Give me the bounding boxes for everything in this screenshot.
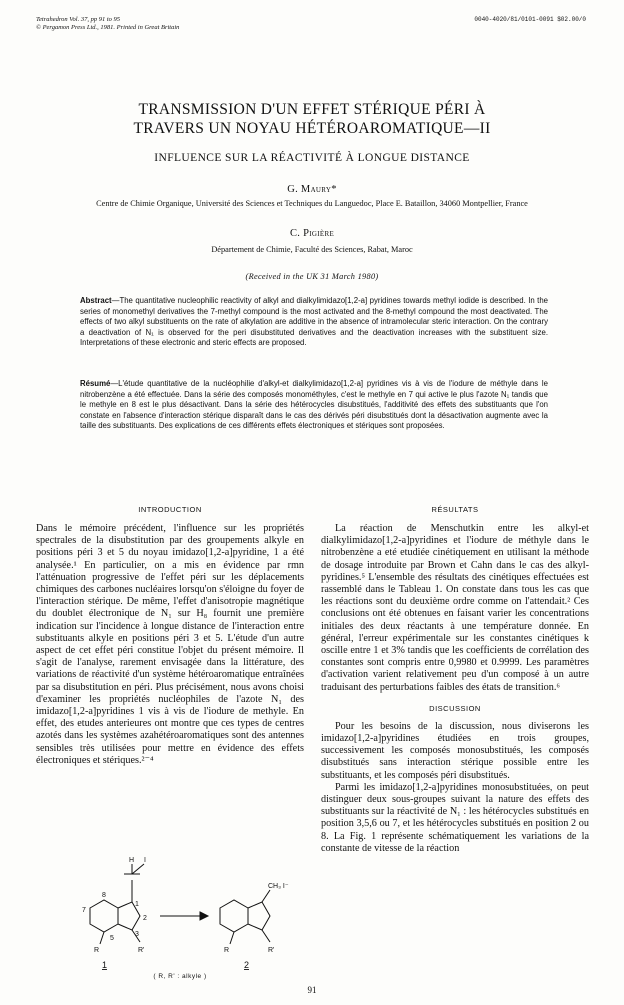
article-title [40, 100, 584, 138]
abstract [80, 296, 548, 349]
i-label: I [144, 857, 146, 864]
resultats-text: La réaction de Menschutkin entre les alkyl-et dialkylimidazo[1,2-a]pyridines et l'iodure de méthyle dans le nitrobenzène a eté etudiée cinétiquement en utilisant la méthode de dosage introduite par Brown et Cahn dans le cas des alkyl-pyridines.⁵ L'ensemble des résultats des cinétiques effectuées est rassemblé dans le Tableau 1. On constate dans tous les cas que les réactions sont du deuxième ordre comme on l'attendait.² Ces conclusions ont été obtenues en faisant varier les concentrations initiales des deux réactants à une température donnée. En général, l'erreur expérimentale sur les constantes cinétiques k oscille entre 1 et 3% tandis que les coefficients de corrélation des constantes sont compris entre 0,9980 et 0.9999. Les paramètres d'activation varient relativement peu d'un composé à un autre traduisant des perturbations faibles des états de transition.⁶ [321, 523, 589, 693]
compound-2-label: 2 [244, 960, 250, 970]
abstract-text: —The quantitative nucleophilic reactivity of alkyl and dialkylimidazo[1,2-a] pyridines towards methyl iodide is described. In the series of monomethyl derivatives the 7-methyl compound is the most activated and the 8-methyl compound the most deactivated. The effects of two alkyl substituents on the rate of alkylation are additive in the absence of intramolecular steric interaction. On the contrary a deactivation of N₁ is observed for the peri disubstituted derivatives and the deactivation increases with the substituent size. Interpretations of these electronic and steric effects are proposed. [80, 296, 548, 348]
resume [80, 379, 548, 432]
introduction-heading: INTRODUCTION [138, 505, 202, 514]
atom-8: 8 [102, 892, 106, 899]
publisher-line: © Pergamon Press Ltd., 1981. Printed in Great Britain [36, 24, 180, 31]
atom-1: 1 [135, 901, 139, 908]
introduction-text: Dans le mémoire précédent, l'influence sur les propriétés spectrales de la disubstitution par des groupements alkyle en positions péri 3 et 5 du noyau imidazo[1,2-a]pyridine, 1 a été analysée.¹ En particulier, on a mis en évidence par rmn l'atténuation progressive de l'effet péri sur les déplacements chimiques des carbones nucléaires lorsqu'on s'éloigne du foyer de l'interaction stérique. De même, l'effet d'anisotropie magnétique du doublet électronique de N₁ sur H₈ fournit une première indication sur l'incidence à longue distance de l'interaction entre substituants alkyle en positions péri 3 et 5. L'étude d'un autre aspect de cet effet péri constitue l'objet du présent mémoire. Il s'agit de l'analyse, rarement envisagée dans la littérature, des variations de réactivité d'un système hétéroaromatique entraînées par sa disubstitution en péri. Plus précisément, nous avons choisi d'examiner les propriétés nucléophiles de l'azote N₁ des imidazo[1,2-a]pyridines 1 vis à vis de l'iodure de methyle. En effet, des etudes anterieures ont montre que ces types de centres azotés dans les systèmes azahétéroaromatiques sont des antennes sensibles très utilisées pour mettre en évidence des effets électroniques et stériques.²⁻⁴ [36, 523, 304, 766]
resume-label: Résumé [80, 379, 111, 388]
received-date: (Received in the UK 31 March 1980) [245, 272, 379, 281]
h-label: H [129, 857, 135, 864]
reagent-label: CH₃ I⁻ [268, 883, 289, 890]
page-number: 91 [307, 985, 317, 995]
atom-2: 2 [143, 915, 147, 922]
author-2-name: C. Pigière [289, 228, 335, 239]
atom-3: 3 [135, 931, 139, 938]
resultats-heading: RÉSULTATS [431, 505, 479, 514]
atom-7: 7 [82, 907, 86, 914]
discussion-body [321, 721, 589, 855]
title-line-2: TRAVERS UN NOYAU HÉTÉROAROMATIQUE—II [133, 120, 491, 137]
running-header-left [36, 16, 179, 32]
discussion-paragraph-1: Pour les besoins de la discussion, nous diviserons les imidazo[1,2-a]pyridines étudiées en trois groupes, successivement les composés monosubstitués, les composés disubstitués sans interaction stérique possible entre les substituants, et les composés péri disubstitués. [321, 720, 589, 781]
right-column [321, 505, 589, 855]
abstract-label: Abstract [80, 296, 112, 305]
imidazole-ring-2 [248, 902, 270, 930]
author-2-affiliation: Département de Chimie, Faculté des Sciences, Rabat, Maroc [211, 245, 413, 254]
arrow-head [200, 912, 208, 920]
substituent-r-1: R [94, 947, 100, 954]
discussion-heading: DISCUSSION [429, 703, 481, 713]
journal-citation: Tetrahedron Vol. 37, pp 91 to 95 [36, 16, 121, 23]
substituent-rprime-2: R' [268, 947, 275, 954]
rprime-bond-2 [262, 930, 270, 942]
substituent-r-2: R [224, 947, 230, 954]
atom-5: 5 [110, 935, 114, 942]
article-subtitle: INFLUENCE SUR LA RÉACTIVITÉ À LONGUE DISTANCE [154, 152, 470, 164]
title-line-1: TRANSMISSION D'UN EFFET STÉRIQUE PÉRI À [138, 101, 486, 118]
introduction-body [36, 523, 304, 767]
compound-1-label: 1 [102, 960, 108, 970]
discussion-paragraph-2: Parmi les imidazo[1,2-a]pyridines monosubstituées, on peut distinguer deux sous-groupes suivant la nature des effets des substituants sur la réactivité de N₁ : les hétérocycles substitués en position 3,5,6 ou 7, et les hétérocycles substitués en position 2 ou 8. La Fig. 1 représente schématiquement les variations de la constante de vitesse de la réaction [321, 781, 589, 854]
substituent-rprime-1: R' [138, 947, 145, 954]
resultats-body [321, 523, 589, 694]
left-column [36, 505, 304, 767]
resume-text: —L'étude quantitative de la nucléophilie d'alkyl-et dialkylimidazo[1,2-a] pyridines vis à vis de l'iodure de méthyle dans le nitrobenzène a été effectuée. Dans la série des composés monométhyles, c'est le methyle en 7 qui active le plus l'azote N₁ tandis que le methyle en 8 est le plus désactivant. Dans la série des hétérocycles disubstitués, l'additivité des effets des substituants que l'on constate en l'absence d'interaction stérique disparaît dans le cas des dérivés péri disubstitués dont la désactivation augmente avec la taille des substituants. Des explications de ces différents effets électroniques et stériques sont proposées. [80, 379, 548, 431]
scheme-caption: ( R, R' : alkyle ) [153, 973, 207, 980]
reaction-scheme [60, 850, 300, 980]
running-header-right: 0040-4020/81/0101-0091 $02.00/0 [474, 16, 586, 23]
r-bond-1 [100, 932, 104, 944]
r-bond-2 [230, 932, 234, 944]
pyridine-ring-1 [90, 900, 118, 932]
pyridine-ring-2 [220, 900, 248, 932]
c-i-bond [132, 864, 144, 874]
n-methyl-bond [262, 890, 270, 902]
author-1-affiliation: Centre de Chimie Organique, Université des Sciences et Techniques du Languedoc, Place E. Bataillon, 34060 Montpellier, France [96, 199, 528, 208]
author-1-name: G. Maury* [287, 184, 337, 195]
